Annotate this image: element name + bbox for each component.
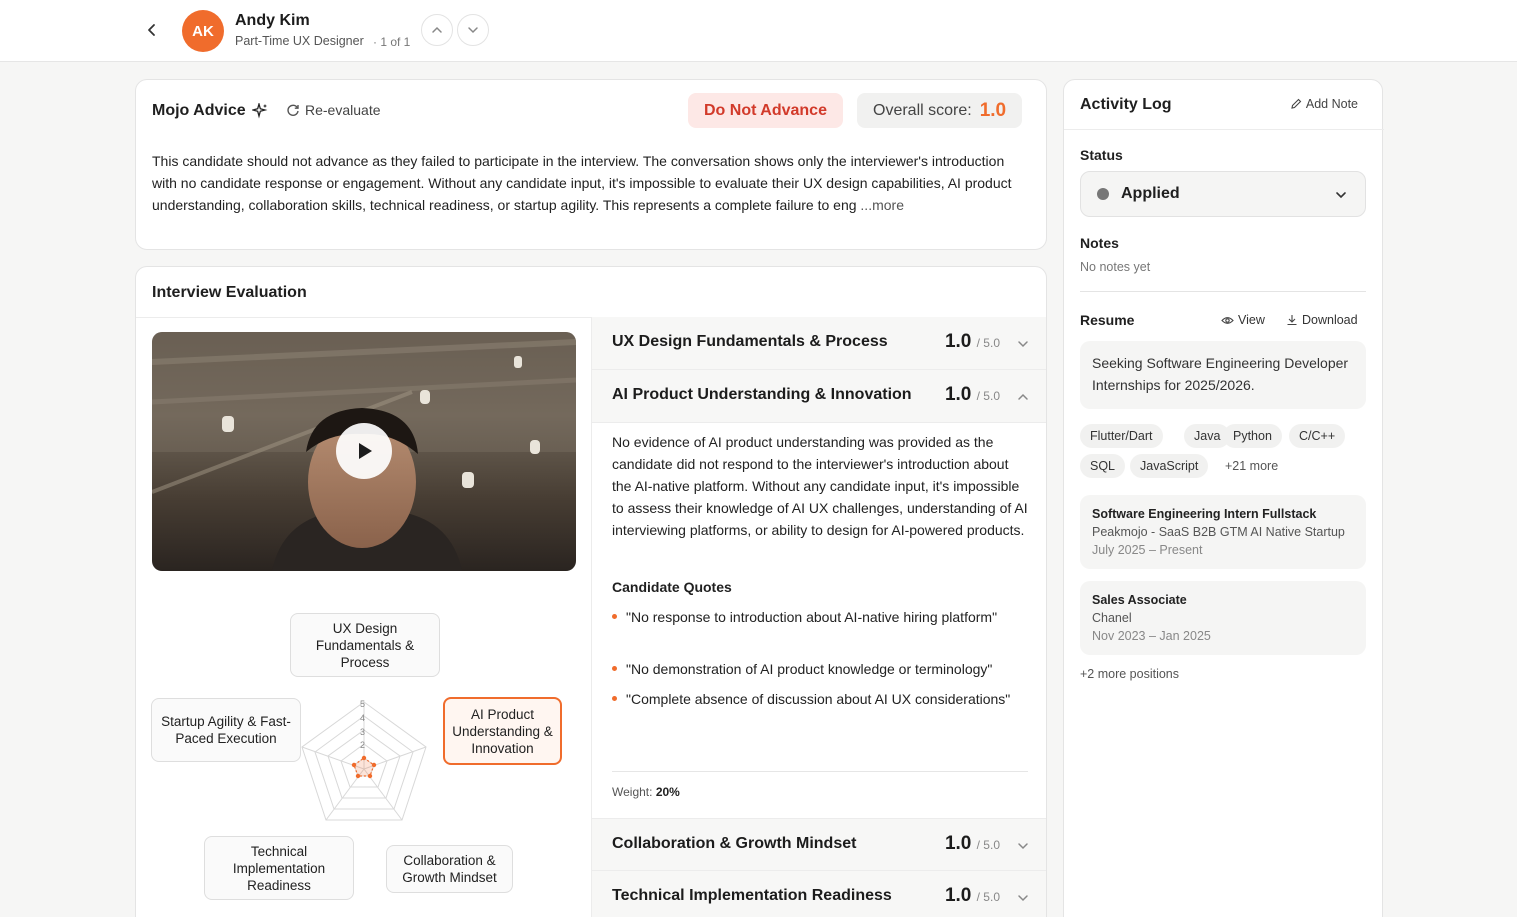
criterion-score bbox=[945, 384, 1000, 406]
chevron-left-icon bbox=[144, 22, 160, 38]
criterion-score-value: 1.0 bbox=[944, 384, 972, 405]
criterion-details bbox=[592, 423, 1047, 818]
re-evaluate-button[interactable] bbox=[286, 102, 381, 118]
status-dot bbox=[1097, 188, 1109, 200]
download-label: Download bbox=[1302, 313, 1358, 327]
radar-tick: 2 bbox=[360, 740, 366, 750]
interview-evaluation-title: Interview Evaluation bbox=[152, 284, 307, 301]
advice-text bbox=[152, 150, 1032, 216]
chevron-down-icon bbox=[1333, 187, 1349, 203]
candidate-quote: "Complete absence of discussion about AI UX considerations" bbox=[612, 688, 1032, 710]
advice-body: This candidate should not advance as they failed to participate in the interview. The conversation shows only the interviewer's introduction with no candidate response or engagement. Without any candidate input, it's impossible to evaluate their UX design capabilities, AI product understanding, collaboration skills, technical readiness, or startup agility. This represents a complete failure to eng bbox=[152, 153, 1012, 213]
skill-chip: Java bbox=[1184, 424, 1230, 448]
activity-log-title: Activity Log bbox=[1080, 96, 1172, 113]
notes-empty: No notes yet bbox=[1080, 260, 1151, 274]
candidate-header bbox=[0, 0, 1517, 62]
overall-score-label: Overall score: bbox=[873, 101, 972, 119]
radar-tick: 4 bbox=[360, 713, 366, 723]
play-icon bbox=[353, 440, 375, 462]
refresh-icon bbox=[286, 103, 300, 117]
avatar: AK bbox=[182, 10, 224, 52]
mojo-advice-title bbox=[152, 102, 268, 120]
previous-candidate-button[interactable] bbox=[421, 14, 453, 46]
skill-chip: Flutter/Dart bbox=[1080, 424, 1163, 448]
radar-chart bbox=[296, 692, 432, 822]
decision-badge: Do Not Advance bbox=[688, 93, 843, 128]
chevron-down-icon bbox=[1016, 337, 1030, 351]
divider bbox=[1064, 129, 1384, 130]
skill-chip: SQL bbox=[1080, 454, 1125, 478]
criterion-name: AI Product Understanding & Innovation bbox=[612, 386, 912, 403]
chevron-up-icon bbox=[1016, 390, 1030, 404]
download-resume-button[interactable] bbox=[1286, 313, 1358, 327]
advice-more-link[interactable]: ...more bbox=[860, 197, 904, 213]
job-company: Peakmojo - SaaS B2B GTM AI Native Startup bbox=[1092, 525, 1345, 539]
weight-value: 20% bbox=[655, 785, 680, 799]
skill-chip: C/C++ bbox=[1289, 424, 1345, 448]
download-icon bbox=[1286, 314, 1298, 326]
radar-point-tech bbox=[356, 774, 360, 778]
quotes-title: Candidate Quotes bbox=[612, 579, 732, 595]
status-value: Applied bbox=[1121, 185, 1180, 202]
radar-tick: 5 bbox=[360, 699, 366, 709]
overall-score bbox=[857, 93, 1022, 128]
criterion-score-value: 1.0 bbox=[944, 331, 972, 352]
criterion-row-collaboration[interactable] bbox=[592, 818, 1047, 871]
criterion-name: Technical Implementation Readiness bbox=[612, 887, 892, 904]
interview-evaluation-card bbox=[135, 266, 1047, 917]
view-resume-button[interactable] bbox=[1221, 313, 1265, 327]
job-dates: Nov 2023 – Jan 2025 bbox=[1092, 629, 1211, 643]
criterion-weight bbox=[612, 785, 680, 799]
criterion-row-ux-design[interactable] bbox=[592, 317, 1047, 370]
chevron-down-icon bbox=[466, 23, 480, 37]
criterion-row-technical[interactable] bbox=[592, 871, 1047, 917]
pencil-icon bbox=[1290, 98, 1302, 110]
candidate-quote: "No response to introduction about AI-native hiring platform" bbox=[612, 606, 1032, 628]
notes-label: Notes bbox=[1080, 235, 1119, 251]
back-button[interactable] bbox=[140, 18, 164, 42]
divider bbox=[612, 771, 1028, 772]
candidate-role: Part-Time UX Designer bbox=[235, 34, 364, 48]
criterion-name: Collaboration & Growth Mindset bbox=[612, 835, 857, 852]
status-label: Status bbox=[1080, 147, 1123, 163]
overall-score-value: 1.0 bbox=[979, 99, 1007, 121]
criterion-score-max: / 5.0 bbox=[976, 838, 1000, 852]
criterion-score bbox=[945, 833, 1000, 855]
chevron-down-icon bbox=[1016, 839, 1030, 853]
candidate-count: · 1 of 1 bbox=[373, 35, 411, 49]
chevron-down-icon bbox=[1016, 891, 1030, 905]
add-note-button[interactable] bbox=[1290, 97, 1358, 111]
play-button[interactable] bbox=[336, 423, 392, 479]
job-company: Chanel bbox=[1092, 611, 1132, 625]
resume-label: Resume bbox=[1080, 312, 1135, 328]
chevron-up-icon bbox=[430, 23, 444, 37]
status-dropdown[interactable] bbox=[1080, 171, 1366, 217]
job-dates: July 2025 – Present bbox=[1092, 543, 1203, 557]
criterion-row-ai-product[interactable] bbox=[592, 370, 1047, 423]
radar-label-ux-design[interactable]: UX Design Fundamentals & Process bbox=[290, 613, 440, 677]
divider bbox=[1080, 291, 1366, 292]
criterion-explanation: No evidence of AI product understanding was provided as the candidate did not respond to the interviewer's introduction about the AI-native platform. Without any candidate input, it's impossible to assess their knowledge of AI UX challenges, understanding of AI interviewing platforms, or ability to design for AI-powered products. bbox=[612, 434, 1028, 538]
criterion-score bbox=[945, 885, 1000, 907]
candidate-quote: "No demonstration of AI product knowledge or terminology" bbox=[612, 658, 1032, 680]
interview-video[interactable] bbox=[152, 332, 576, 571]
criterion-score-value: 1.0 bbox=[944, 885, 972, 906]
skills-more[interactable]: +21 more bbox=[1225, 459, 1279, 473]
radar-point-startup bbox=[352, 763, 356, 767]
criterion-name: UX Design Fundamentals & Process bbox=[612, 333, 888, 350]
weight-label: Weight: bbox=[612, 785, 653, 799]
radar-point-ux bbox=[362, 756, 366, 760]
radar-label-collaboration[interactable]: Collaboration & Growth Mindset bbox=[386, 845, 513, 893]
radar-label-startup-agility[interactable]: Startup Agility & Fast-Paced Execution bbox=[151, 698, 301, 762]
experience-item bbox=[1080, 495, 1366, 569]
radar-label-ai-product[interactable]: AI Product Understanding & Innovation bbox=[443, 697, 562, 765]
mojo-advice-title-text: Mojo Advice bbox=[152, 102, 246, 119]
experience-item bbox=[1080, 581, 1366, 655]
criterion-score-value: 1.0 bbox=[944, 833, 972, 854]
criterion-score-max: / 5.0 bbox=[976, 336, 1000, 350]
resume-summary: Seeking Software Engineering Developer Internships for 2025/2026. bbox=[1080, 341, 1366, 409]
radar-point-ai bbox=[372, 763, 376, 767]
more-positions-link[interactable]: +2 more positions bbox=[1080, 667, 1180, 681]
job-title: Software Engineering Intern Fullstack bbox=[1092, 507, 1317, 521]
radar-tick: 3 bbox=[360, 727, 366, 737]
activity-log-card bbox=[1063, 79, 1383, 917]
sparkle-icon bbox=[252, 103, 268, 119]
next-candidate-button[interactable] bbox=[457, 14, 489, 46]
job-title: Sales Associate bbox=[1092, 593, 1187, 607]
skill-chip: JavaScript bbox=[1130, 454, 1208, 478]
candidate-name: Andy Kim bbox=[235, 12, 310, 29]
radar-point-collab bbox=[368, 774, 372, 778]
skill-chip: Python bbox=[1223, 424, 1282, 448]
radar-label-technical[interactable]: Technical Implementation Readiness bbox=[204, 836, 354, 900]
criterion-score bbox=[945, 331, 1000, 353]
eye-icon bbox=[1221, 314, 1234, 327]
criterion-score-max: / 5.0 bbox=[976, 389, 1000, 403]
re-evaluate-label: Re-evaluate bbox=[305, 102, 381, 118]
mojo-advice-card bbox=[135, 79, 1047, 250]
add-note-label: Add Note bbox=[1305, 97, 1358, 111]
criterion-score-max: / 5.0 bbox=[976, 890, 1000, 904]
view-label: View bbox=[1238, 313, 1265, 327]
